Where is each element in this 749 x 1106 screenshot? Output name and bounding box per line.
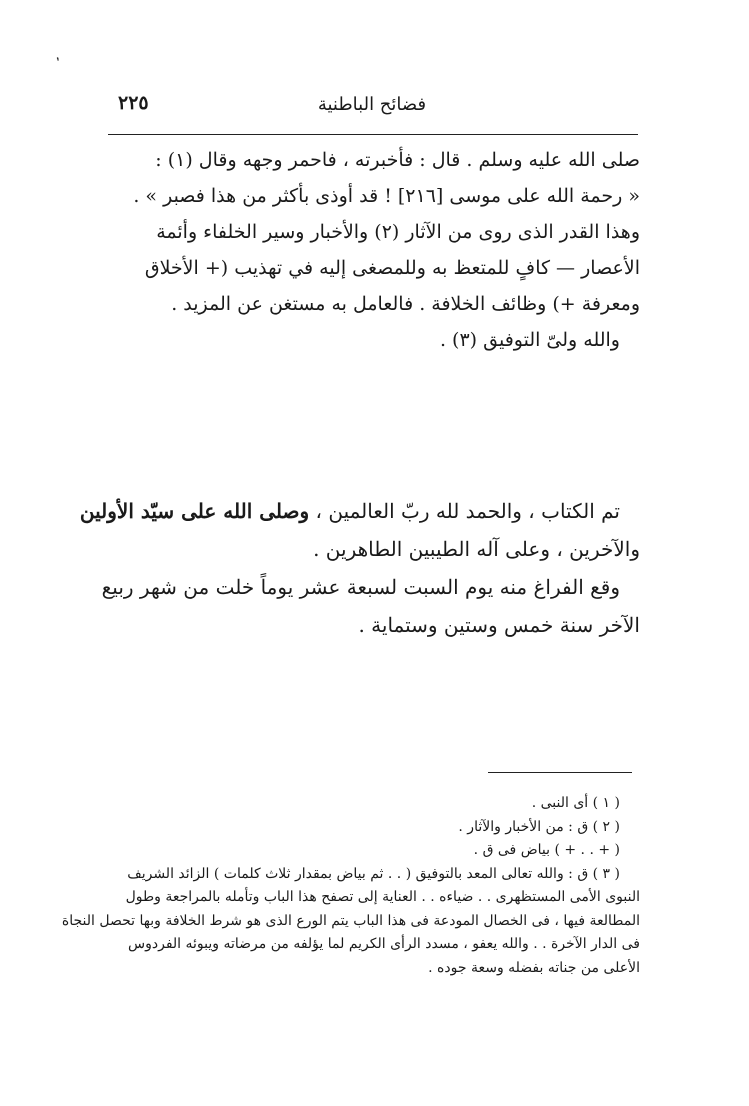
colophon-line xyxy=(79,492,640,530)
colophon-line-bold: وصلى الله على سيّد الأولين xyxy=(79,499,310,523)
footnote: ( ١ ) أى النبى . xyxy=(531,795,620,811)
colophon-line-start: تم الكتاب ، والحمد لله ربّ العالمين ، xyxy=(309,499,620,523)
main-text xyxy=(108,142,640,358)
colophon-line: والآخرين ، وعلى آله الطيبين الطاهرين . xyxy=(313,537,640,561)
footnote: المطالعة فيها ، فى الخصال المودعة فى هذا الباب يتم الورع الذى هو شرط الخلافة وبها تحصل النجاة xyxy=(61,912,640,929)
colophon-line: الآخر سنة خمس وستين وستماية . xyxy=(358,613,640,637)
page-number: ٢٢٥ xyxy=(118,92,149,114)
footnote-rule xyxy=(488,772,632,773)
text-line: الأعصار — كافٍ للمتعظ به وللمصغى إليه في تهذيب (+ الأخلاق xyxy=(144,257,640,279)
footnote: فى الدار الآخرة . . والله يعفو ، مسدد الرأى الكريم لما يؤلفه من مرضاته ويبوئه الفردوس xyxy=(128,936,640,952)
footnote: ( ٢ ) ق : من الأخبار والآثار . xyxy=(458,818,620,835)
text-line: والله ولىّ التوفيق (٣) . xyxy=(439,329,620,351)
text-line: وهذا القدر الذى روى من الآثار (٢) والأخبار وسير الخلفاء وأئمة xyxy=(156,221,640,243)
footnote: ( + . . + ) بياض فى ق . xyxy=(473,842,620,858)
running-title: فضائح الباطنية xyxy=(317,94,427,115)
footnote: ( ٣ ) ق : والله تعالى المعد بالتوفيق ( . . ثم بياض بمقدار ثلاث كلمات ) الزائد الشريف xyxy=(127,865,620,882)
colophon xyxy=(79,492,640,644)
header-rule xyxy=(108,134,638,135)
footnote: النبوى الأمى المستظهرى . . ضياءه . . العناية إلى تصفح هذا الباب وتأمله بالمراجعة وطول xyxy=(125,889,640,905)
footnote: الأعلى من جناته بفضله وسعة جوده . xyxy=(428,959,640,976)
margin-mark: ٬ xyxy=(54,54,67,72)
text-line: ومعرفة +) وظائف الخلافة . فالعامل به مستغن عن المزيد . xyxy=(171,293,640,315)
text-line: « رحمة الله على موسى [٢١٦] ! قد أوذى بأكثر من هذا فصبر » . xyxy=(133,185,640,207)
running-header xyxy=(108,92,636,128)
footnotes xyxy=(61,792,640,980)
text-line: صلى الله عليه وسلم . قال : فأخبرته ، فاحمر وجهه وقال (١) : xyxy=(155,149,640,171)
colophon-line: وقع الفراغ منه يوم السبت لسبعة عشر يوماً خلت من شهر ربيع xyxy=(101,575,620,599)
